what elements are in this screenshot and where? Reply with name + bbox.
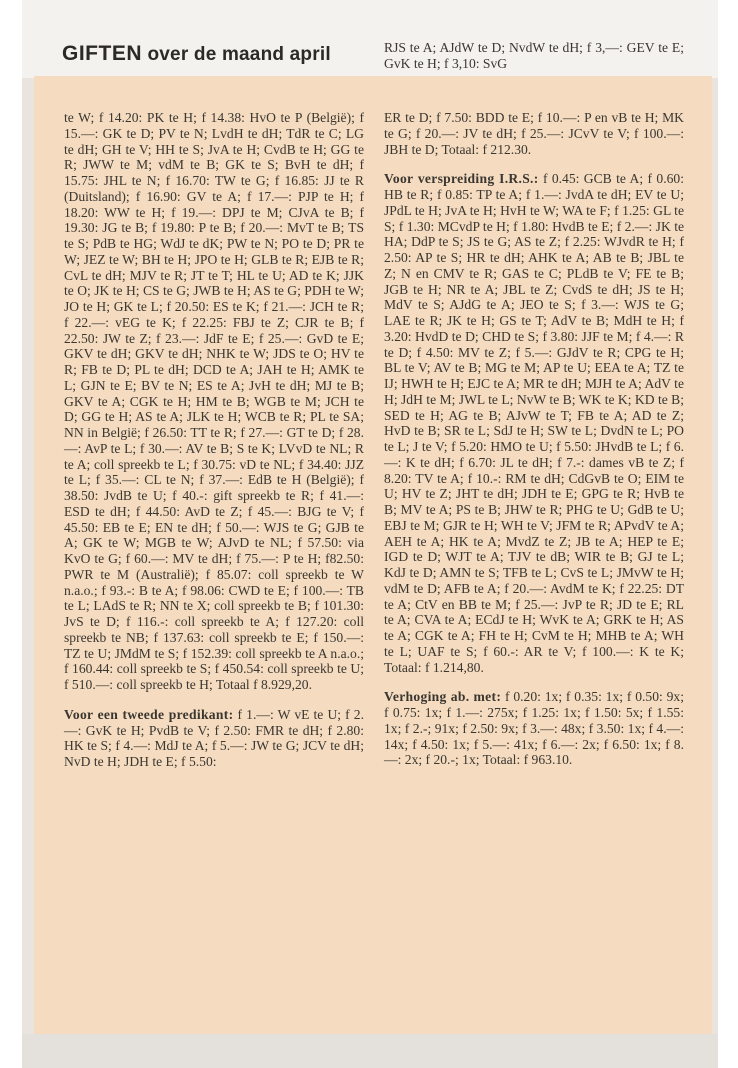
continuation-text: ER te D; f 7.50: BDD te E; f 10.—: P en vB te H; MK te G; f 20.—: JV te dH; f 25.—: JCvV te V; f 100.—: JBH te D; Totaal: f 212.30. (384, 110, 684, 157)
section-text: f 0.45: GCB te A; f 0.60: HB te R; f 0.85: TP te A; f 1.—: JvdA te dH; EV te U; JPdL te H; JvA te H; HvH te W; WA te F; f 1.25: GL te S; f 1.30: MCvdP te H; f 1.80: HvdB te E; f 2.—: JK te HA; DdP te S; JS te G; AS te Z; f 2.25: WJvdR te H; f 2.50: AP te S; HR te dH; AHK te A; AB te B; JBL te Z; N en CMV te R; GAS te C; PLdB te V; FE te B; JGB te H; NR te A; JBL te Z; CvdS te dH; JS te H; MdV te S; AJdG te A; JEO te S; f 3.—: WJS te G; LAE te R; JK te H; GS te T; AdV te B; MdH te H; f 3.20: HvdD te D; CHD te S; f 3.80: JJF te M; f 4.—: R te D; f 4.50: MV te Z; f 5.—: GJdV te R; CPG te H; BL te V; AV te B; MG te M; AP te U; EEA te A; TZ te IJ; HWH te H; EJC te A; MR te dH; MJH te A; AdV te H; JdH te M; JWL te L; NvW te B; WK te K; KD te B; SED te H; AG te B; AJvW te T; FB te A; AD te Z; HvD te B; SR te L; SdJ te H; SW te L; DvdN te L; PO te L; J te V; f 5.20: HMO te U; f 5.50: JHvdB te L; f 6.—: K te dH; f 6.70: JL te dH; f 7.-: dames vB te Z; f 8.20: TV te A; f 10.-: RM te dH; CdGvB te O; EIM te U; HV te Z; JHT te dH; JDH te E; GPG te R; HvB te B; MV te A; PS te B; JHW te R; PHG te U; GdB te U; EBJ te M; GJR te H; WH te V; JFM te R; APvdV te A; AEH te A; HK te A; MvdZ te Z; JB te A; HEP te E; IGD te D; WJT te A; TJV te dB; WIR te B; GJ te L; KdJ te D; AMN te S; TFB te L; CvS te L; JMvW te H; vdM te D; AFB te A; f 20.—: AvdM te K; f 22.25: DT te A; CtV en BB te M; f 25.—: JvP te R; JD te E; RL te A; CVA te A; ECdJ te H; WvK te A; GRK te H; AS te A; CGK te A; FH te H; CvM te H; MHB te A; WH te L; UAF te S; f 60.-: AR te V; f 100.—: K te K; Totaal: f 1.214,80. (384, 171, 684, 675)
bottom-margin (22, 1034, 718, 1068)
subscription-increase-section (384, 689, 684, 768)
title-bold: GIFTEN (62, 42, 142, 65)
page-title (62, 42, 331, 66)
left-column (64, 110, 364, 784)
right-column (384, 110, 684, 782)
section-text: f 1.—: W vE te U; f 2.—: GvK te H; PvdB te V; f 2.50: FMR te dH; f 2.80: HK te S; f 4.—: MdJ te A; f 5.—: JW te G; JCV te dH; NvD te H; JDH te E; f 5.50: (64, 706, 364, 769)
section-text: f 0.20: 1x; f 0.35: 1x; f 0.50: 9x; f 0.75: 1x; f 1.—: 275x; f 1.25: 1x; f 1.50: 5x; f 1.55: 1x; f 2.-; 91x; f 2.50: 9x; f 3.—: 48x; f 3.50: 1x; f 4.—: 14x; f 4.50: 1x; f 5.—: 41x; f 6.—: 2x; f 6.50: 1x; f 8.—: 2x; f 20.-; 1x; Totaal: f 963.10. (384, 689, 684, 768)
gifts-list: te W; f 14.20: PK te H; f 14.38: HvO te P (België); f 15.—: GK te D; PV te N; LvdH te dH; TdR te C; LG te dH; GH te V; HH te S; JvA te H; CvdB te H; GG te R; JWW te M; vdM te B; GK te S; BvH te dH; f 15.75: JHL te N; f 16.70: TW te G; f 16.85: JJ te R (Duitsland); f 16.90: GV te A; f 17.—: PJP te H; f 18.20: WW te H; f 19.—: DPJ te M; CJvA te B; f 19.30: JG te B; f 19.80: P te B; f 20.—: MvT te B; TS te S; PdB te HG; WdJ te dK; PW te N; PO te D; PR te W; JEZ te W; BH te H; JPO te H; GLB te R; EJB te R; CvL te dH; MJV te R; JT te T; HL te U; AD te K; JJK te O; JK te H; CS te G; JWB te H; AS te G; PDH te W; JO te H; GK te L; f 20.50: ES te K; f 21.—: JCH te R; f 22.—: vEG te K; f 22.25: FBJ te Z; CJR te B; f 22.50: JW te Z; f 23.—: JdF te E; f 25.—: GvD te E; GKV te dH; GKV te dH; NHK te W; JDS te O; HV te R; FB te D; PL te dH; DCD te A; JAH te H; AMK te L; GJN te E; BV te N; ES te A; JvH te dH; MJ te B; GKV te A; CGK te H; HM te B; WGB te M; JCH te D; GG te H; AS te A; JLK te H; WCB te R; PL te SA; NN in België; f 26.50: TT te R; f 27.—: GT te D; f 28.—: AvP te L; f 30.—: AV te B; S te K; LVvD te NL; R te A; coll spreekb te L; f 30.75: vD te NL; f 34.40: JJZ te L; f 35.—: CL te N; f 37.—: EdB te H (België); f 38.50: JvdB te U; f 40.-: gift spreekb te R; f 41.—: ESD te dH; f 44.50: AvD te Z; f 45.—: BJG te V; f 45.50: EB te E; EN te dH; f 50.—: WJS te G; GJB te A; GK te W; MGB te W; AJvD te NL; f 57.50: via KvO te G; f 60.—: MV te dH; f 75.—: P te H; f82.50: PWR te M (Australië); f 85.07: coll spreekb te W n.a.o.; f 93.-: B te A; f 98.06: CWD te E; f 100.—: TB te L; LAdS te R; NN te X; coll spreekb te B; f 101.30: JvS te D; f 116.-: coll spreekb te A; f 127.20: coll spreekb te NB; f 137.63: coll spreekb te E; f 150.—: TZ te U; JMdM te S; f 152.39: coll spreekb te A n.a.o.; f 160.44: coll spreekb te S; f 450.54: coll spreekb te U; f 510.—: coll spreekb te H; Totaal f 8.929,20. (64, 110, 364, 692)
title-rest: over de maand april (147, 44, 331, 65)
header-lead-text: RJS te A; AJdW te D; NvdW te dH; f 3,—: GEV te E; GvK te H; f 3,10: SvG (384, 40, 684, 71)
second-preacher-section (64, 707, 364, 770)
section-heading: Verhoging ab. met: (384, 689, 502, 705)
distribution-section (384, 171, 684, 675)
section-heading: Voor verspreiding I.R.S.: (384, 171, 539, 187)
section-heading: Voor een tweede predikant: (64, 706, 234, 722)
